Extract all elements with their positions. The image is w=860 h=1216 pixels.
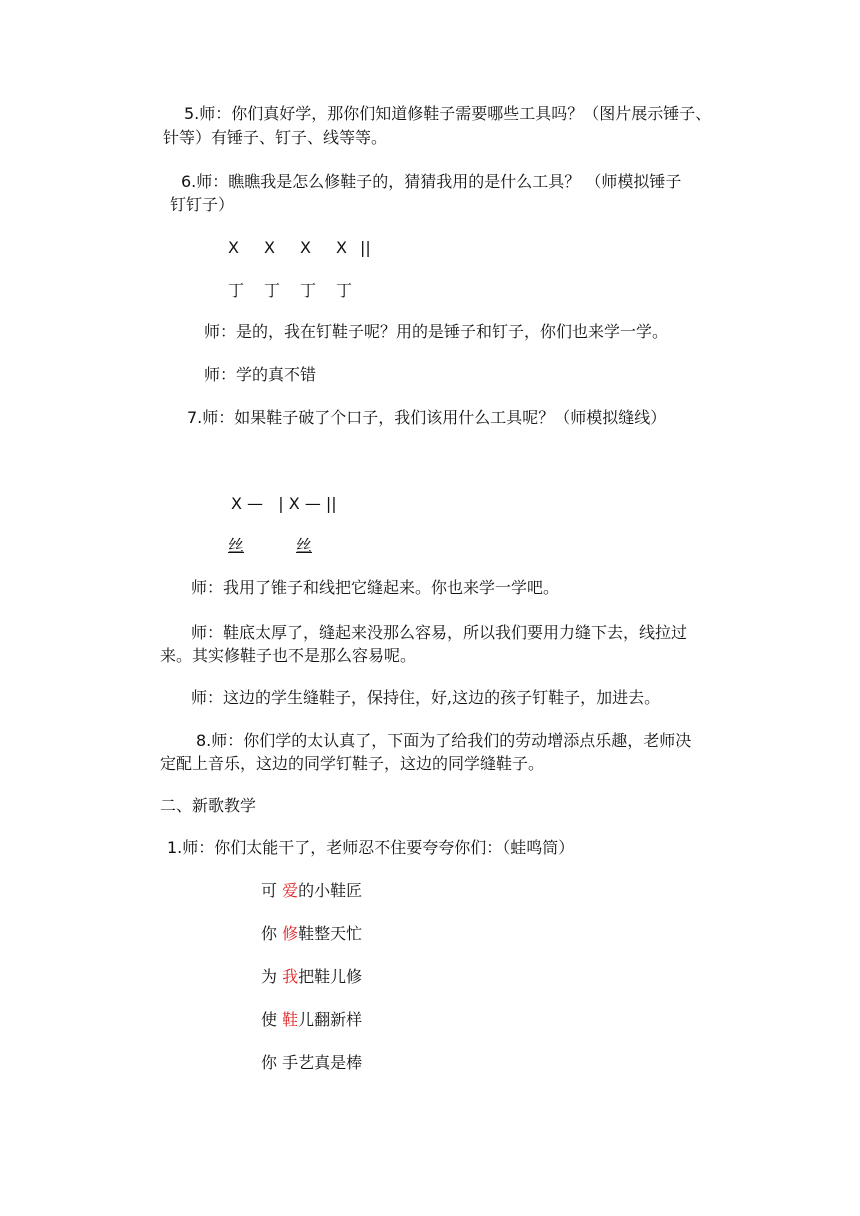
- note: X: [336, 238, 347, 257]
- paragraph-8-line1: [196, 730, 691, 752]
- item-number: 5.: [184, 104, 200, 123]
- teacher-line-thick-1: 师：鞋底太厚了，缝起来没那么容易，所以我们要用力缝下去，线拉过: [191, 623, 688, 642]
- rhythm-words-1: [228, 280, 352, 302]
- lyric-lead: 使: [261, 1010, 278, 1029]
- rhythm-notes-2: X — | X — ||: [231, 494, 337, 513]
- paragraph-5-line1: [184, 103, 711, 125]
- lyric-rest: 的小鞋匠: [298, 881, 363, 900]
- paragraph-7: [187, 407, 666, 429]
- item-number: 7.: [187, 408, 203, 427]
- teacher-line-sew: 师：我用了锥子和线把它缝起来。你也来学一学吧。: [191, 578, 560, 597]
- barline: ||: [360, 238, 371, 257]
- note: X: [228, 238, 239, 257]
- rhythm-notes-1: [228, 237, 371, 259]
- syllable: 丁: [336, 281, 353, 300]
- lyric-line: [261, 923, 362, 945]
- lyric-rest: 把鞋儿修: [298, 967, 363, 986]
- syllable: 丁: [228, 281, 245, 300]
- lyric-rest: 手艺真是棒: [282, 1053, 363, 1072]
- lyric-line: [261, 1052, 362, 1074]
- section-heading: 二、新歌教学: [160, 796, 257, 815]
- paragraph-1: [167, 837, 574, 859]
- text: 师：你们学的太认真了，下面为了给我们的劳动增添点乐趣，老师决: [211, 731, 692, 750]
- teacher-line-nail: 师：是的，我在钉鞋子呢？用的是锤子和钉子，你们也来学一学。: [204, 322, 669, 341]
- text: 师：你们真好学，那你们知道修鞋子需要哪些工具吗？（图片展示锤子、: [199, 104, 712, 123]
- syllable: 丁: [300, 281, 317, 300]
- rhythm-words-2: [228, 535, 312, 557]
- lyric-rest: 鞋整天忙: [298, 924, 363, 943]
- item-number: 1.: [167, 838, 183, 857]
- lyric-lead: 可: [261, 881, 278, 900]
- note: X: [300, 238, 311, 257]
- syllable: 丁: [264, 281, 281, 300]
- item-number: 6.: [181, 172, 197, 191]
- lyric-highlight: 爱: [282, 881, 299, 900]
- lyric-lead: 你: [261, 1053, 278, 1072]
- teacher-line-thick-2: 来。其实修鞋子也不是那么容易呢。: [160, 646, 417, 665]
- syllable: 丝: [228, 536, 245, 555]
- lyric-highlight: 鞋: [282, 1010, 299, 1029]
- text: 师：你们太能干了，老师忍不住要夸夸你们：（蛙鸣筒）: [182, 838, 575, 857]
- item-number: 8.: [196, 731, 212, 750]
- lyric-line: [261, 880, 362, 902]
- lyric-line: [261, 966, 362, 988]
- lyric-lead: 你: [261, 924, 278, 943]
- teacher-line-good: 师：学的真不错: [204, 365, 317, 384]
- paragraph-5-line2: 针等）有锤子、钉子、线等等。: [163, 128, 388, 147]
- lyric-highlight: 修: [282, 924, 299, 943]
- teacher-line-side: 师：这边的学生缝鞋子，保持住，好,这边的孩子钉鞋子，加进去。: [191, 688, 661, 707]
- text: 师：瞧瞧我是怎么修鞋子的，猜猜我用的是什么工具？ （师模拟锤子: [196, 172, 682, 191]
- syllable: 丝: [296, 536, 313, 555]
- lyric-lead: 为: [261, 967, 278, 986]
- lyric-rest: 儿翻新样: [298, 1010, 363, 1029]
- lyric-highlight: 我: [282, 967, 299, 986]
- paragraph-6-line1: [181, 171, 681, 193]
- lyric-line: [261, 1009, 362, 1031]
- text: 师：如果鞋子破了个口子，我们该用什么工具呢？（师模拟缝线）: [202, 408, 667, 427]
- paragraph-6-line2: 钉钉子）: [170, 195, 235, 214]
- note: X: [264, 238, 275, 257]
- paragraph-8-line2: 定配上音乐，这边的同学钉鞋子，这边的同学缝鞋子。: [160, 754, 545, 773]
